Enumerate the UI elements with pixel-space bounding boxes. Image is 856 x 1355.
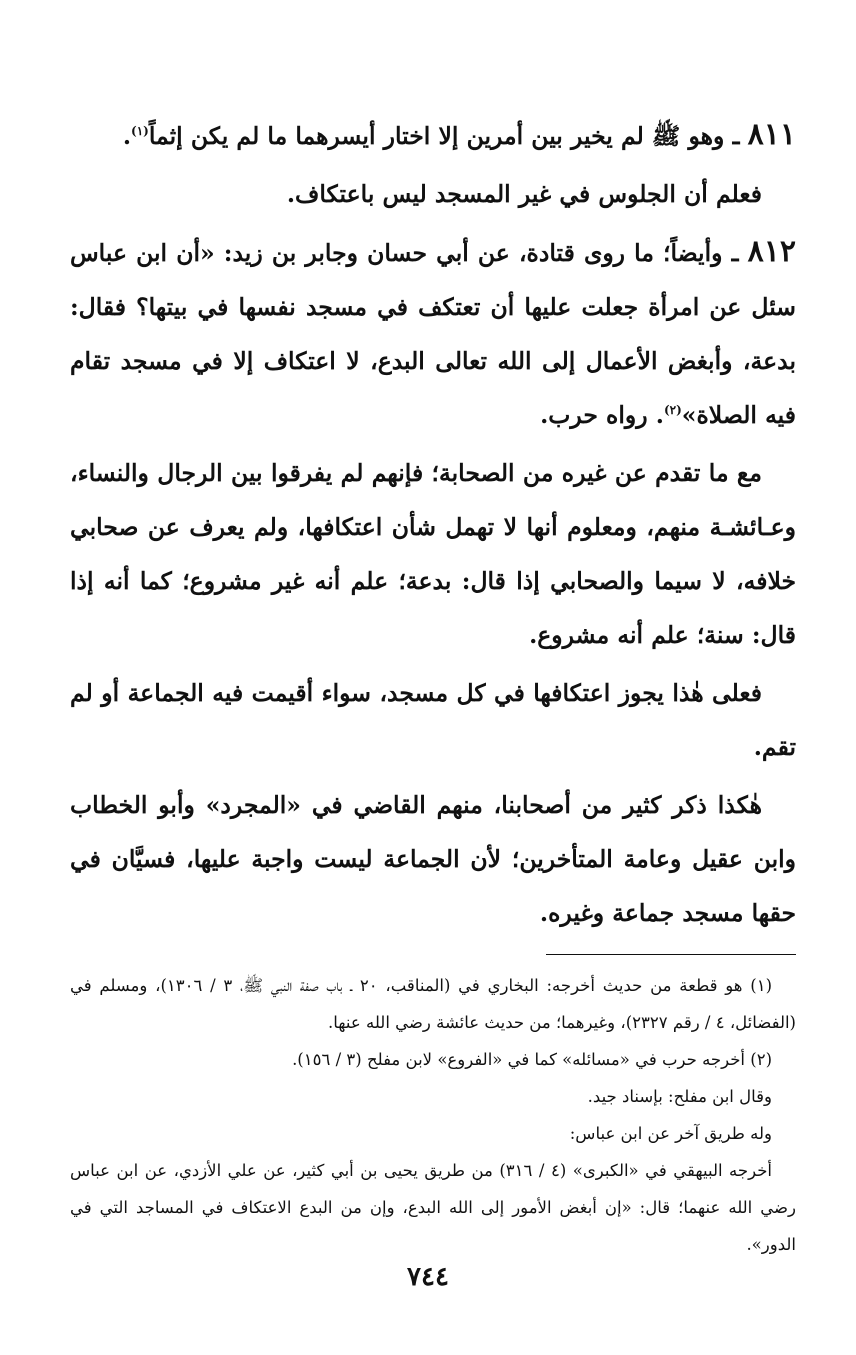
footnote-1: (١) هو قطعة من حديث أخرجه: البخاري في (المناقب، ٢٠ ـ باب صفة النبي ﷺ، ٣ / ١٣٠٦)، ومسلم في (الفضائل، ٤ / رقم ٢٣٢٧)، وغيرهما؛ من حديث عائشة رضي الله عنها. [70,976,796,1032]
footnote-2-another-route: وله طريق آخر عن ابن عباس: [569,1124,772,1143]
footnote-ref-1[interactable]: (١) [131,124,149,139]
paragraph-ruling: فعلى هٰذا يجوز اعتكافها في كل مسجد، سواء أقيمت فيه الجماعة أو لم تقم. [70,679,796,761]
footnotes [70,967,796,1263]
paragraph-812 [70,225,796,442]
footnote-2-bayhaqi: أخرجه البيهقي في «الكبرى» (٤ / ٣١٦) من طريق يحيى بن أبي كثير، عن علي الأزدي، عن ابن عباس رضي الله عنهما؛ قال: «إن أبغض الأمور إلى الله البدع، وإن من البدع الاعتكاف في المساجد التي في الدور». [70,1161,796,1254]
paragraph-scholars: هٰكذا ذكر كثير من أصحابنا، منهم القاضي في «المجرد» وأبو الخطاب وابن عقيل وعامة المتأخرين؛ لأن الجماعة ليست واجبة عليها، فسيَّان في حقها مسجد جماعة وغيره. [70,791,796,927]
item-number: ٨١٢ [747,234,796,269]
book-page [70,108,796,1263]
footnote-divider [546,954,796,955]
paragraph-conclusion: فعلم أن الجلوس في غير المسجد ليس باعتكاف. [286,180,762,208]
footnote-2-grading: وقال ابن مفلح: بإسناد جيد. [587,1087,772,1106]
paragraph-811 [70,108,796,163]
item-number: ٨١١ [747,117,796,152]
footnote-2: (٢) أخرجه حرب في «مسائله» كما في «الفروع» لابن مفلح (٣ / ١٥٦). [292,1050,772,1069]
paragraph-text: ـ وأيضاً؛ ما روى قتادة، عن أبي حسان وجابر بن زيد: «أن ابن عباس سئل عن امرأة جعلت عليها أن تعتكف في مسجد نفسها في بيتها؟ فقال: بدعة، وأبغض الأعمال إلى الله تعالى البدع، لا اعتكاف إلا في مسجد تقام فيه الصلاة» [70,239,796,429]
footnote-ref-2[interactable]: (٢) [663,403,682,418]
paragraph-companions: مع ما تقدم عن غيره من الصحابة؛ فإنهم لم يفرقوا بين الرجال والنساء، وعـائشـة منهم، ومعلوم أنها لا تهمل شأن اعتكافها، ولم يعرف عن صحابي خلافه، لا سيما والصحابي إذا قال: بدعة؛ علم أنه غير مشروع؛ كما أنه إذا قال: سنة؛ علم أنه مشروع. [70,459,796,649]
paragraph-end: . رواه حرب. [540,401,664,429]
paragraph-text: ـ وهو ﷺ لم يخير بين أمرين إلا اختار أيسرهما ما لم يكن إثماً [148,122,740,150]
main-text [70,108,796,940]
paragraph-end: . [122,122,132,150]
page-number: ٧٤٤ [407,1262,449,1292]
